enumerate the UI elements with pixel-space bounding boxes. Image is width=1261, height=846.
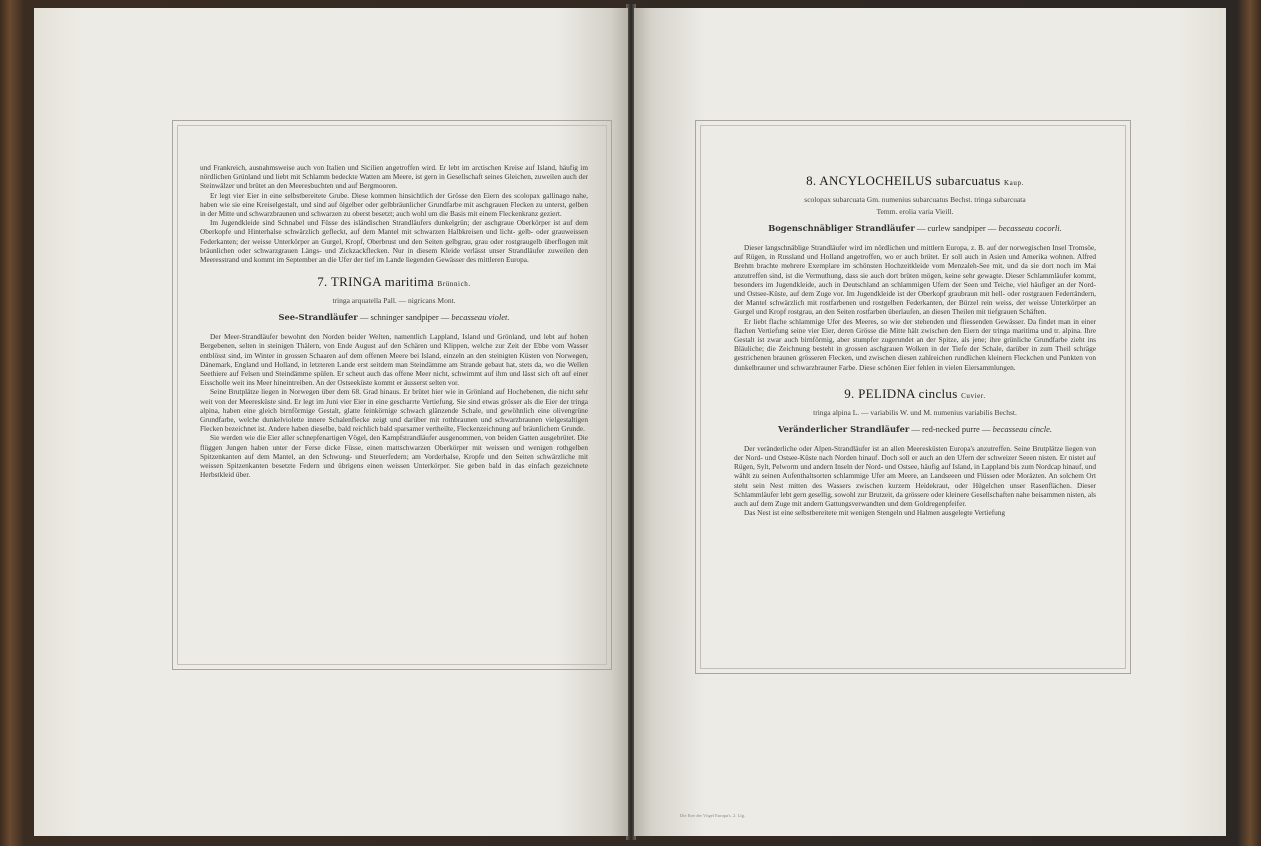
common-name-french: becasseau cincle. bbox=[992, 423, 1053, 434]
species-common-names bbox=[734, 222, 1096, 234]
common-name-french: becasseau cocorli. bbox=[998, 223, 1062, 233]
species-common-names bbox=[200, 311, 588, 323]
paragraph: und Frankreich, ausnahmsweise auch von Italien und Sicilien angetroffen wird. Er lebt im arctischen Kreise auf Island, häufig im nördlichen Grünland und liebt mit Schlamm bedeckte Watten am Meere, ist gern in Gesellschaft seines Gleichen, zuweilen auch der Steinwälzer und brütet an den Meeresbuchten und auf Bergmooren. bbox=[200, 163, 588, 191]
paragraph: Sie werden wie die Eier aller schnepfenartigen Vögel, den Kampfstrandläufer ausgenommen, von beiden Gatten ausgebrütet. Die flüggen Jungen haben unter der Ferse dicke Füsse, einen mattschwarzen Oberkörper mit weissen und wenigen rothgelben Spitzenkanten auf dem Mantel, an den Schwung- und Steuerfedern; am Vorderhalse, Kropfe und den Seiten schwärzliche mit weissen Spitzenkanten besetzte Federn und übrigens einen weissen Unterkörper. Sie geben bald in das einfach gezeichnete Herbstkleid über. bbox=[200, 433, 588, 480]
paragraph: Er legt vier Eier in eine selbstbereitete Grube. Diese kommen hinsichtlich der Grösse den Eiern des scolopax gallinago nahe, haben wie sie eine Kreiselgestalt, und sind auf ölgelber oder gelbbräunlicher Grundfarbe mit aschgrauen Flecken zu unterst, gelben in der Mitte und schwarzbraunen und schwarzen zu oberst besetzt; auch wohl um die Basis mit einem Fleckenkranz geziert. bbox=[200, 190, 588, 219]
paragraph: Im Jugendkleide sind Schnabel und Füsse des isländischen Strandläufers dunkelgrün; der aschgraue Oberkörper ist auf dem Oberkopfe und Hinterhalse schwärzlich gefleckt, auf dem Mantel mit schwarzen Halbkreisen und licht- gelb- oder grauweissen Federkanten; der weisse Unterkörper an Gurgel, Kropf, Oberbrust und den Seiten gelbgrau, grau oder rostgraugelb überflogen mit bräunlichen oder schwarzgrauen Längs- und Zickzackflecken. Nur in diesem Kleide verlässt unser Strandläufer zuweilen den Meeresstrand und kommt im September an die Ufer der tief im Lande liegenden Gewässer des mittleren Europa. bbox=[200, 218, 588, 265]
common-name-german: See-Strandläufer bbox=[278, 312, 358, 323]
paragraph: Dieser langschnäblige Strandläufer wird im nördlichen und mittlern Europa, z. B. auf der norwegischen Insel Tromsöe, auf Rügen, in Russland und Holland angetroffen, wo er auch brütet. Er soll auch in Asien und Amerika wohnen. Alfred Brehm brachte mehrere Exemplare im schönsten Hochzeitkleide vom Menzaleh-See mit, und da sie dort noch im Mai anzutreffen sind, ist die Vermuthung, dass sie auch dort brüten mögen, keine sehr gewagte. Dieser Schlammläufer kommt, besonders im Jugendkleide, auch in Deutschland an schlammigen Ufern der Seen und Teiche, viel häufiger an der Nord- und Ostsee-Küste, auf dem Zuge vor. Im Jugendkleide ist der Oberkopf graubraun mit hell- oder rostgrauen Federrändern, der Mantel schwärzlich mit rostfarbenen und rostgelben Federkanten, der Bürzel rein weiss, der weisse Unterkörper an Gurgel und Kropf rostgrau, an den Seiten rostfarben überlaufen, an diesen Theilen mit tiefgrauen Schäften. bbox=[734, 243, 1096, 317]
species-heading-tringa bbox=[200, 274, 588, 292]
species-title: 9. PELIDNA cinclus bbox=[844, 385, 958, 401]
common-name-german: Veränderlicher Strandläufer bbox=[777, 423, 910, 434]
paragraph: Das Nest ist eine selbstbereitete mit wenigen Stengeln und Halmen ausgelegte Vertiefung bbox=[744, 508, 1006, 518]
common-name-english: — curlew sandpiper — bbox=[916, 223, 997, 233]
species-author: Kaup. bbox=[1004, 179, 1024, 187]
paragraph: Der Meer-Strandläufer bewohnt den Norden beider Welten, namentlich Lappland, Island und Grönland, und lebt auf hohen Bergebenen, selten in steinigen Thälern, von Ende August auf den Schären und Klippen, welche zur Zeit der Ebbe vom Wasser entblösst sind, im Winter in grossen Schaaren auf dem offenen Meere bei Island, einzeln an den steinigten Küsten von Norwegen, Dänemark, England und Holland, in letzteren Lande erst seitdem man Steindämme am Strande gebaut hat, stets da, wo die Wellen Seethiere auf Felsen und Steindämme spülen. Er scheut auch das offene Meer nicht, schwimmt auf ihm und lässt sich oft auf einer Eisscholle weit ins Meer hineintreiben. An der Ostseeküste kommt er äusserst selten vor. bbox=[200, 332, 588, 388]
species-heading-pelidna bbox=[734, 386, 1096, 404]
species-author: Brünnich. bbox=[437, 280, 471, 289]
species-author: Cuvier. bbox=[961, 391, 986, 400]
left-page-text bbox=[200, 163, 588, 479]
paragraph: Er liebt flache schlammige Ufer des Meeres, so wie der stehenden und fliessenden Gewässer. Da findet man in einer flachen Vertiefung seine vier Eier, deren Grösse die Mitte hält zwischen den Eiern der tringa maritima und tr. alpina. Ihre Gestalt ist zwar auch birnförmig, aber stumpfer zugerundet an der Spitze, als jene; ihre grünliche Grundfarbe zieht ins Bläuliche; die Zeichnung besteht in grossen aschgrauen Wolken in der Tiefe der Schale, darüber in zum Theil schräge gestrichenen braunen grösseren Flecken, und zwischen diesen zahlreichen rundlichen kleinern Fleckchen und Punkten von dunkelbrauner und schwarzbrauner Farbe. Diese schönen Eier fehlen in vielen Eiersammlungen. bbox=[734, 316, 1096, 372]
common-name-french: becasseau violet. bbox=[451, 312, 510, 323]
paragraph: Der veränderliche oder Alpen-Strandläufer ist an allen Meeresküsten Europa's anzutreffen. Seine Brutplätze liegen von der Nord- und Ostsee-Küste nach Norden hinauf. Doch soll er auch an den Ufern der schweizer Seeen nisten. Er nistet auf Rügen, Sylt, Pelworm und andern Inseln der Nord- und Ostsee, häufig auf Island, in Lappland bis zum Nordcap hinauf, und wählt zu seinen Aufenthaltsorten schlammige Ufer am Meere, an Landseeen und Flüssen oder Moräzten. An solchem Ort steht sein Nest mitten des Wassers zwischen kurzem Heidekraut, oder Hügelchen unser Rasenflächen. Dieser Schlammläufer lebt gern gesellig, sowohl zur Brutzeit, da grössere oder kleinere Gesellschaften nahe beisammen nisten, als auch auf dem Zuge mit andern Gattungsverwandten und dem Goldregenpfeifer. bbox=[734, 443, 1096, 509]
species-title: 7. TRINGA maritima bbox=[317, 274, 434, 290]
page-footer: Die Eier der Vögel Europa's. 2. Lfg. bbox=[680, 813, 746, 818]
right-page-text bbox=[734, 173, 1096, 517]
species-synonyms: tringa arquatella Pall. — nigricans Mont. bbox=[332, 296, 456, 306]
common-name-german: Bogenschnäbliger Strandläufer bbox=[768, 223, 915, 233]
common-name-english: — red-necked purre — bbox=[911, 423, 991, 434]
right-page bbox=[634, 8, 1226, 836]
species-heading-ancylocheilus bbox=[734, 173, 1096, 191]
species-common-names bbox=[734, 423, 1096, 435]
species-synonyms: scolopax subarcuata Gm. numenius subarcuatus Bechst. tringa subarcuata bbox=[804, 195, 1026, 204]
species-title: 8. ANCYLOCHEILUS subarcuatus bbox=[806, 173, 1001, 188]
species-synonyms: tringa alpina L. — variabilis W. und M. numenius variabilis Bechst. bbox=[813, 407, 1017, 417]
paragraph: Seine Brutplätze liegen in Norwegen über dem 68. Grad hinaus. Er brütet hier wie in Grönland auf Hochebenen, die nicht sehr weit von der Meeresküste sind. Er legt im Juni vier Eier in eine gescharrte Vertiefung. Sie sind etwas grösser als die Eier der tringa alpina, haben eine gleich birnförmige Gestalt, glatte feinkörnige schwach glänzende Schale, und gewöhnlich eine olivengrüne Grundfarbe, welche dunkelviolette innere Schalenflecke zeigt und darüber mit rothbraunen und schwarzbraunen vielgestaltigen Flecken bezeichnet ist. Andere haben dieselbe, bald reichlich bald sparsamer vertheilte, Fleckenzeichnung auf bräunlichem Grunde. bbox=[200, 387, 588, 434]
species-synonyms: Temm. erolia varia Vieill. bbox=[876, 207, 954, 216]
common-name-english: — schninger sandpiper — bbox=[359, 312, 450, 323]
left-page bbox=[34, 8, 628, 836]
